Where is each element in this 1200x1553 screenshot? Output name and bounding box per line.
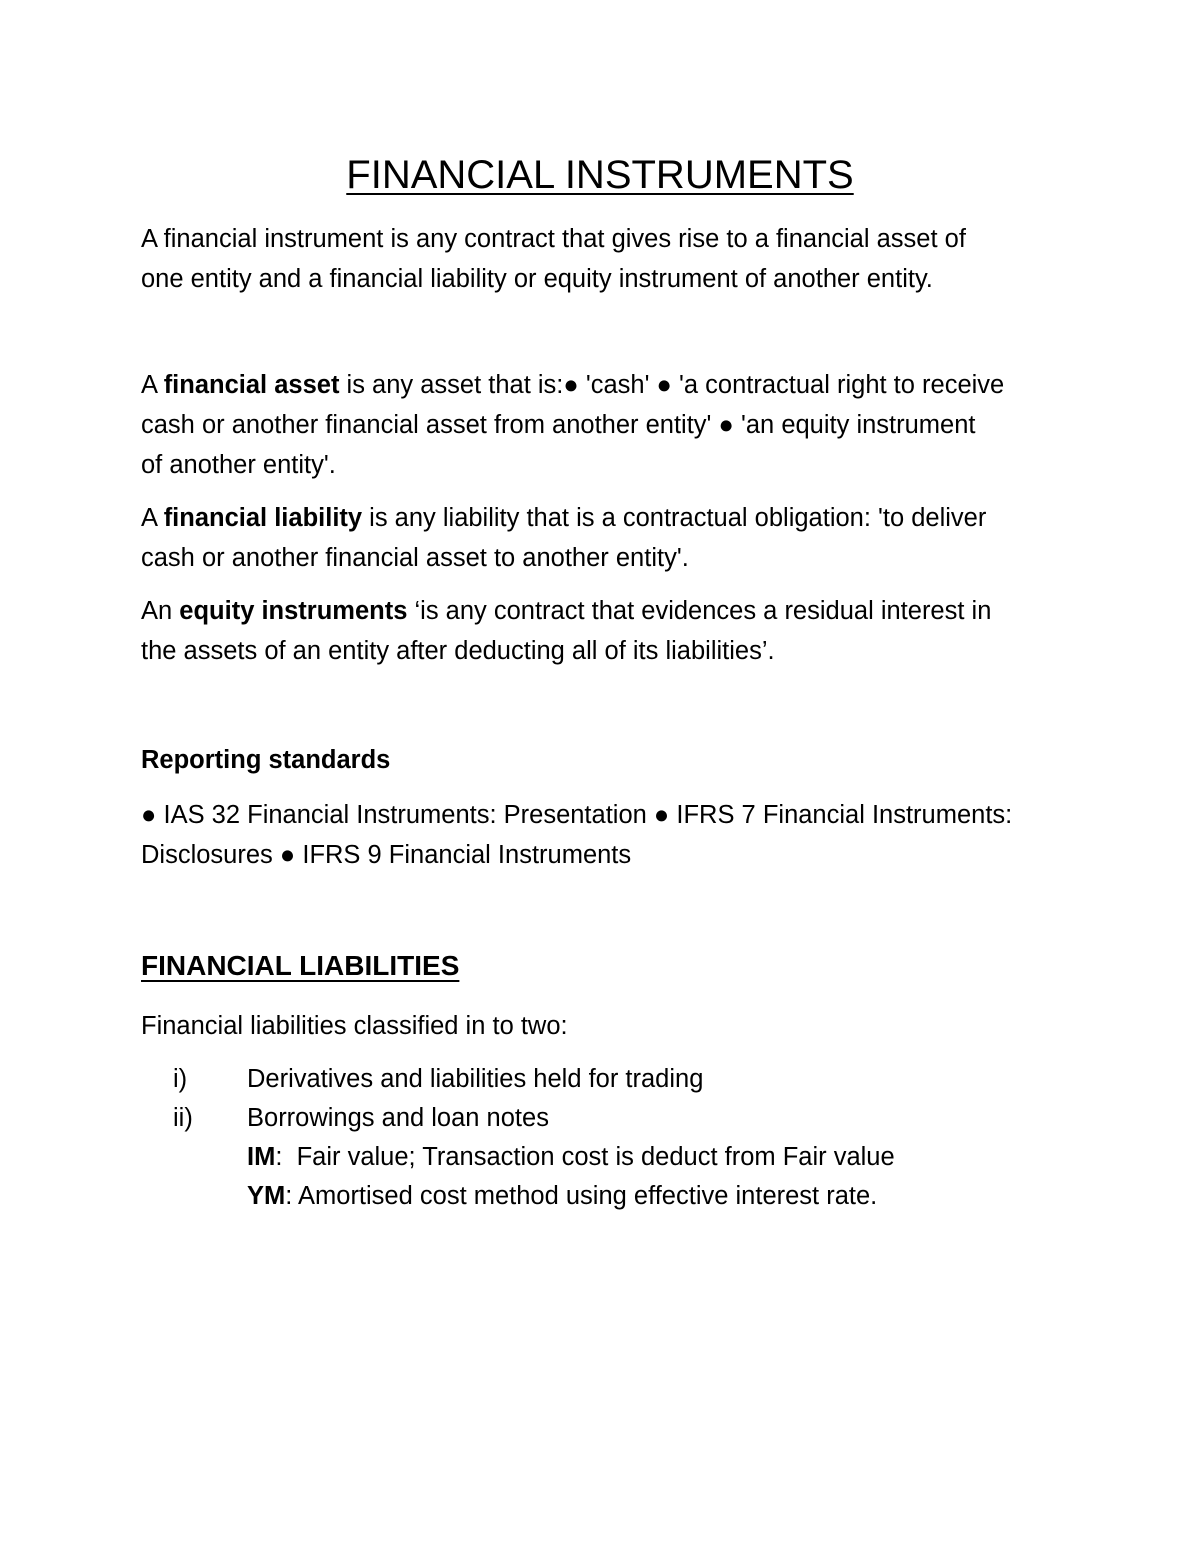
intro-line: A financial instrument is any contract that gives rise to a financial asset of xyxy=(141,225,966,253)
im-description: : Fair value; Transaction cost is deduct from Fair value xyxy=(275,1143,895,1171)
liabilities-intro xyxy=(141,1006,1061,1046)
im-label: IM xyxy=(247,1143,276,1171)
list-item-text: Derivatives and liabilities held for trading xyxy=(247,1065,704,1093)
definition-text: is any liability that is a contractual obligation: 'to deliver xyxy=(362,504,987,532)
reporting-standards-list xyxy=(141,795,1061,875)
definition-text: ‘is any contract that evidences a residual interest in xyxy=(407,597,992,625)
term-equity-instruments: equity instruments xyxy=(179,597,408,625)
financial-asset-paragraph xyxy=(141,365,1061,485)
list-item xyxy=(141,1099,1041,1138)
term-prefix: A xyxy=(141,371,164,399)
term-financial-liability: financial liability xyxy=(163,504,363,532)
intro-line: one entity and a financial liability or equity instrument of another entity. xyxy=(141,265,933,293)
paragraph-line: Disclosures ● IFRS 9 Financial Instruments xyxy=(141,841,632,869)
paragraph-line xyxy=(141,498,1061,538)
ym-text xyxy=(247,1177,877,1216)
page-title: FINANCIAL INSTRUMENTS xyxy=(346,153,854,197)
paragraph-line: ● IAS 32 Financial Instruments: Presentation ● IFRS 7 Financial Instruments: xyxy=(141,801,1013,829)
paragraph-line: cash or another financial asset from another entity' ● 'an equity instrument xyxy=(141,411,976,439)
reporting-standards-heading: Reporting standards xyxy=(141,746,391,774)
financial-liability-paragraph xyxy=(141,498,1061,578)
paragraph-line: Financial liabilities classified in to two: xyxy=(141,1012,568,1040)
intro-paragraph xyxy=(141,219,1061,299)
ym-label: YM xyxy=(247,1182,286,1210)
reporting-standards-section xyxy=(141,740,1061,780)
definition-text: is any asset that is:● 'cash' ● 'a contractual right to receive xyxy=(339,371,1005,399)
list-item-number: i) xyxy=(173,1065,188,1093)
im-line xyxy=(141,1138,1041,1177)
term-financial-asset: financial asset xyxy=(163,371,340,399)
im-text xyxy=(247,1138,895,1177)
paragraph-line: cash or another financial asset to another entity'. xyxy=(141,544,689,572)
paragraph-line: of another entity'. xyxy=(141,451,336,479)
list-item-text: Borrowings and loan notes xyxy=(247,1104,549,1132)
list-item xyxy=(141,1060,1041,1099)
ym-line xyxy=(141,1177,1041,1216)
paragraph-line xyxy=(141,591,1061,631)
liabilities-list xyxy=(141,1060,1041,1216)
equity-instrument-paragraph xyxy=(141,591,1061,671)
term-prefix: An xyxy=(141,597,180,625)
paragraph-line: the assets of an entity after deducting all of its liabilities’. xyxy=(141,637,775,665)
paragraph-line xyxy=(141,365,1061,405)
term-prefix: A xyxy=(141,504,164,532)
list-item-number: ii) xyxy=(173,1104,193,1132)
ym-description: : Amortised cost method using effective interest rate. xyxy=(285,1182,878,1210)
financial-liabilities-heading: FINANCIAL LIABILITIES xyxy=(141,950,460,981)
